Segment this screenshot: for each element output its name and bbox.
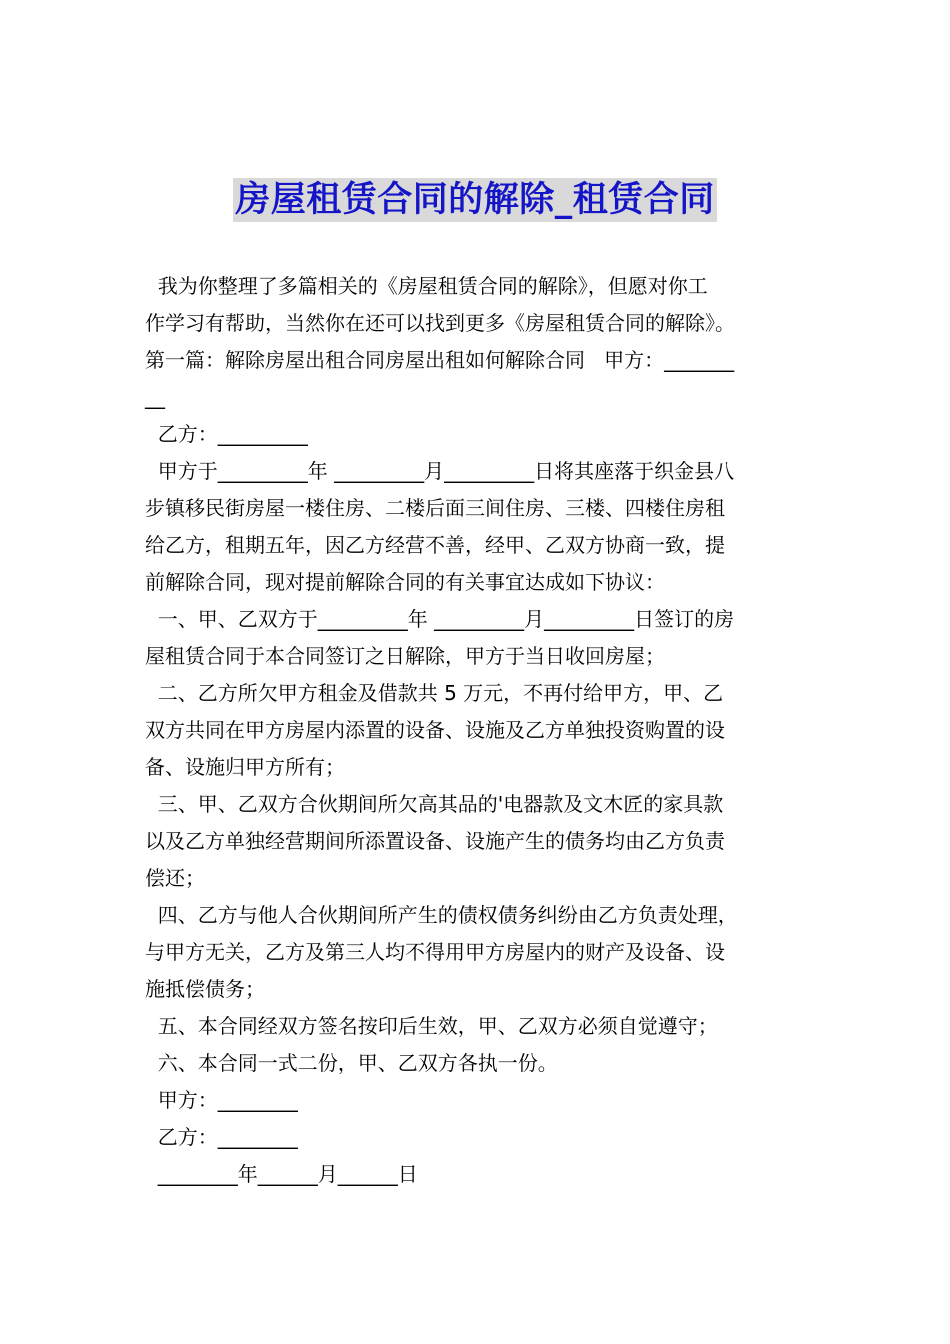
body-line: 与甲方无关，乙方及第三人均不得用甲方房屋内的财产及设备、设 (145, 940, 725, 964)
body-line: 乙方：_________ (145, 422, 308, 446)
body-line: 双方共同在甲方房屋内添置的设备、设施及乙方单独投资购置的设 (145, 718, 725, 742)
body-line: 步镇移民街房屋一楼住房、二楼后面三间住房、三楼、四楼住房租 (145, 496, 725, 520)
body-line: 施抵偿债务； (145, 977, 265, 1001)
body-line: 我为你整理了多篇相关的《房屋租赁合同的解除》，但愿对你工 (145, 274, 708, 298)
body-line: 三、甲、乙双方合伙期间所欠高其品的'电器款及文木匠的家具款 (145, 792, 724, 816)
body-line: 作学习有帮助，当然你在还可以找到更多《房屋租赁合同的解除》。 (145, 311, 735, 335)
body-line: 前解除合同，现对提前解除合同的有关事宜达成如下协议： (145, 570, 665, 594)
document-body (145, 268, 815, 1193)
body-line: 备、设施归甲方所有； (145, 755, 345, 779)
body-line: 偿还； (145, 866, 205, 890)
title-container (0, 178, 950, 222)
body-line: 五、本合同经双方签名按印后生效，甲、乙双方必须自觉遵守； (145, 1014, 718, 1038)
body-line: 四、乙方与他人合伙期间所产生的债权债务纠纷由乙方负责处理， (145, 903, 738, 927)
body-line: 甲方：________ (145, 1088, 298, 1112)
body-line: 以及乙方单独经营期间所添置设备、设施产生的债务均由乙方负责 (145, 829, 725, 853)
body-line: 二、乙方所欠甲方租金及借款共 5 万元，不再付给甲方，甲、乙 (145, 681, 724, 705)
body-line: 给乙方，租期五年，因乙方经营不善，经甲、乙双方协商一致，提 (145, 533, 725, 557)
body-line: 第一篇：解除房屋出租合同房屋出租如何解除合同 甲方：_______ (145, 348, 735, 372)
body-line: 屋租赁合同于本合同签订之日解除，甲方于当日收回房屋； (145, 644, 665, 668)
body-line: 甲方于_________年 _________月_________日将其座落于织金县八 (145, 459, 735, 483)
body-line: 一、甲、乙双方于_________年 _________月_________日签订的房 (145, 607, 735, 631)
body-line: 乙方：________ (145, 1125, 298, 1149)
body-line: __ (145, 385, 165, 409)
body-line: 六、本合同一式二份，甲、乙双方各执一份。 (145, 1051, 558, 1075)
body-line: ________年______月______日 (145, 1162, 418, 1186)
document-title: 房屋租赁合同的解除_租赁合同 (235, 180, 715, 220)
